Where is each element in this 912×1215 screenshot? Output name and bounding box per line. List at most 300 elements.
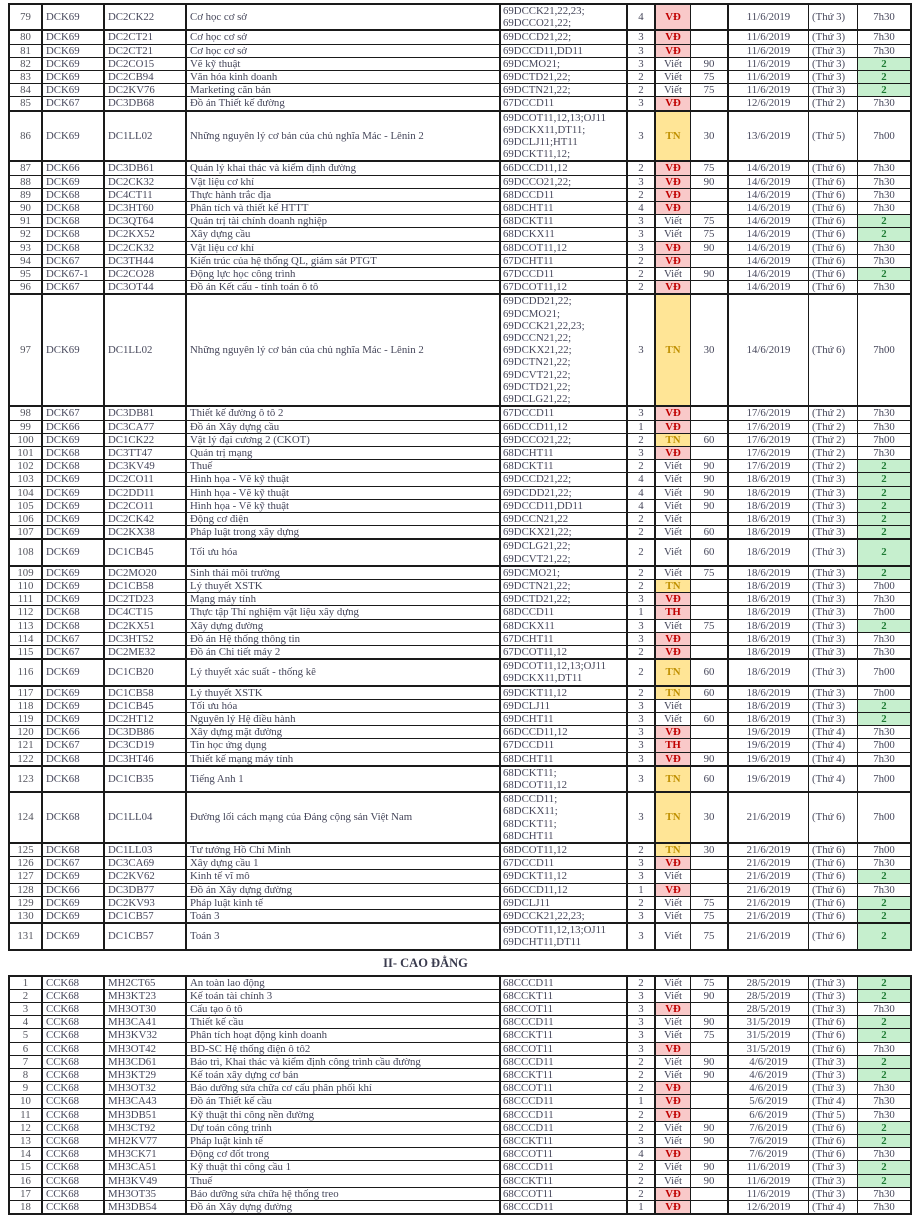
class-groups-cell xyxy=(500,739,627,752)
class-group-line: 68DCKT11; xyxy=(503,817,557,830)
course-code-cell: DC2CO28 xyxy=(104,268,186,281)
credits-cell: 2 xyxy=(627,686,655,700)
class-groups-cell xyxy=(500,228,627,241)
class-groups-cell xyxy=(500,1108,627,1121)
stt-cell: 118 xyxy=(9,699,42,712)
course-name-cell: Cơ học cơ sở xyxy=(186,44,500,57)
exam-date-cell: 12/6/2019 xyxy=(728,1201,809,1215)
time-cell: 2 xyxy=(858,1029,912,1042)
credits-cell: 3 xyxy=(627,870,655,883)
table-row xyxy=(9,1174,911,1187)
table-row xyxy=(9,632,911,645)
class-groups-cell xyxy=(500,659,627,685)
course-code-cell: DC2DD11 xyxy=(104,486,186,499)
class-cell: DCK69 xyxy=(42,659,104,685)
duration-cell: 75 xyxy=(691,923,729,949)
weekday-cell: (Thứ 3) xyxy=(809,84,858,97)
exam-format-cell: Viết xyxy=(655,989,691,1002)
course-name-cell: Cơ học cơ sở xyxy=(186,4,500,30)
exam-date-cell: 11/6/2019 xyxy=(728,4,809,30)
class-groups-cell xyxy=(500,486,627,499)
stt-cell: 79 xyxy=(9,4,42,30)
stt-cell: 130 xyxy=(9,910,42,924)
course-code-cell: DC2KX52 xyxy=(104,228,186,241)
credits-cell: 2 xyxy=(627,896,655,909)
course-name-cell: Hình họa - Vẽ kỹ thuật xyxy=(186,499,500,512)
exam-format-cell: Viết xyxy=(655,1069,691,1082)
table-row xyxy=(9,726,911,739)
course-code-cell: DC4CT11 xyxy=(104,188,186,201)
course-name-cell: Những nguyên lý cơ bản của chủ nghĩa Mác - Lênin 2 xyxy=(186,111,500,162)
exam-date-cell: 14/6/2019 xyxy=(728,254,809,267)
table-row xyxy=(9,175,911,188)
exam-date-cell: 14/6/2019 xyxy=(728,228,809,241)
class-group-line: 69DCTN21,22; xyxy=(503,84,571,97)
stt-cell: 112 xyxy=(9,606,42,619)
stt-cell: 14 xyxy=(9,1148,42,1161)
class-groups-cell xyxy=(500,1069,627,1082)
class-cell: DCK69 xyxy=(42,499,104,512)
duration-cell xyxy=(691,870,729,883)
class-cell: CCK68 xyxy=(42,1095,104,1108)
table-row xyxy=(9,619,911,632)
class-group-line: 67DCCD11 xyxy=(503,97,555,110)
exam-date-cell: 13/6/2019 xyxy=(728,111,809,162)
class-groups-cell xyxy=(500,111,627,162)
class-cell: DCK69 xyxy=(42,44,104,57)
class-group-line: 68CCCD11 xyxy=(503,1161,554,1174)
exam-format-cell: VĐ xyxy=(655,254,691,267)
class-cell: CCK68 xyxy=(42,1121,104,1134)
exam-format-cell: VĐ xyxy=(655,188,691,201)
weekday-cell: (Thứ 3) xyxy=(809,71,858,84)
class-cell: CCK68 xyxy=(42,1135,104,1148)
weekday-cell: (Thứ 3) xyxy=(809,632,858,645)
credits-cell: 3 xyxy=(627,726,655,739)
exam-format-cell: TN xyxy=(655,843,691,857)
exam-date-cell: 17/6/2019 xyxy=(728,446,809,459)
stt-cell: 108 xyxy=(9,539,42,565)
credits-cell: 3 xyxy=(627,766,655,792)
weekday-cell: (Thứ 3) xyxy=(809,619,858,632)
course-code-cell: MH3CA43 xyxy=(104,1095,186,1108)
course-name-cell: BD-SC Hệ thống điện ô tô2 xyxy=(186,1042,500,1055)
exam-format-cell: VĐ xyxy=(655,1003,691,1016)
class-cell: DCK69 xyxy=(42,433,104,446)
class-groups-cell xyxy=(500,539,627,565)
course-name-cell: Marketing căn bản xyxy=(186,84,500,97)
course-name-cell: Đồ án Hệ thống thông tin xyxy=(186,632,500,645)
stt-cell: 104 xyxy=(9,486,42,499)
stt-cell: 11 xyxy=(9,1108,42,1121)
time-cell: 7h30 xyxy=(858,857,912,870)
course-code-cell: DC2KX38 xyxy=(104,526,186,540)
class-cell: CCK68 xyxy=(42,1029,104,1042)
class-groups-cell xyxy=(500,1148,627,1161)
table-row xyxy=(9,1095,911,1108)
course-name-cell: Bảo trì, Khai thác và kiểm định công trình cầu đường xyxy=(186,1055,500,1068)
course-code-cell: DC3HT60 xyxy=(104,202,186,215)
class-group-line: 68DCKT11; xyxy=(503,766,557,779)
stt-cell: 93 xyxy=(9,241,42,254)
duration-cell: 60 xyxy=(691,712,729,725)
class-groups-cell xyxy=(500,579,627,592)
time-cell: 7h30 xyxy=(858,406,912,420)
duration-cell: 90 xyxy=(691,1016,729,1029)
stt-cell: 121 xyxy=(9,739,42,752)
exam-date-cell: 14/6/2019 xyxy=(728,188,809,201)
class-group-line: 69DCCD21,22; xyxy=(503,473,572,486)
course-code-cell: DC1CK22 xyxy=(104,433,186,446)
time-cell: 2 xyxy=(858,71,912,84)
weekday-cell: (Thứ 2) xyxy=(809,460,858,473)
stt-cell: 100 xyxy=(9,433,42,446)
stt-cell: 87 xyxy=(9,161,42,175)
class-group-line: 69DCHT11,DT11 xyxy=(503,936,582,949)
exam-date-cell: 28/5/2019 xyxy=(728,1003,809,1016)
course-name-cell: Kỹ thuật thi công cầu 1 xyxy=(186,1161,500,1174)
course-code-cell: DC3TT47 xyxy=(104,446,186,459)
class-group-line: 69DCCO21,22; xyxy=(503,433,572,446)
course-code-cell: DC1LL02 xyxy=(104,111,186,162)
course-code-cell: DC1LL04 xyxy=(104,792,186,843)
exam-date-cell: 18/6/2019 xyxy=(728,473,809,486)
table-row xyxy=(9,989,911,1002)
table-row xyxy=(9,1069,911,1082)
course-code-cell: DC2KX51 xyxy=(104,619,186,632)
class-group-line: 69DCCD21,22; xyxy=(503,31,572,44)
table-row xyxy=(9,499,911,512)
weekday-cell: (Thứ 3) xyxy=(809,1003,858,1016)
stt-cell: 101 xyxy=(9,446,42,459)
class-group-line: 68CCCD11 xyxy=(503,1016,554,1029)
exam-schedule-table-cao-dang xyxy=(8,975,912,1215)
time-cell: 2 xyxy=(858,1055,912,1068)
course-name-cell: Hình họa - Vẽ kỹ thuật xyxy=(186,486,500,499)
credits-cell: 2 xyxy=(627,268,655,281)
exam-format-cell: VĐ xyxy=(655,1082,691,1095)
course-code-cell: MH3OT35 xyxy=(104,1187,186,1200)
exam-format-cell: VĐ xyxy=(655,406,691,420)
course-code-cell: DC1CB20 xyxy=(104,659,186,685)
table-row xyxy=(9,593,911,606)
exam-format-cell: Viết xyxy=(655,228,691,241)
stt-cell: 122 xyxy=(9,752,42,766)
class-cell: DCK69 xyxy=(42,473,104,486)
exam-format-cell: VĐ xyxy=(655,241,691,254)
course-code-cell: DC1CB35 xyxy=(104,766,186,792)
credits-cell: 2 xyxy=(627,843,655,857)
class-groups-cell xyxy=(500,1055,627,1068)
course-name-cell: Vật liệu cơ khí xyxy=(186,241,500,254)
class-cell: CCK68 xyxy=(42,1003,104,1016)
stt-cell: 12 xyxy=(9,1121,42,1134)
class-cell: DCK69 xyxy=(42,57,104,70)
time-cell: 2 xyxy=(858,460,912,473)
stt-cell: 86 xyxy=(9,111,42,162)
course-code-cell: DC2ME32 xyxy=(104,645,186,659)
section-header-cao-dang: II- CAO ĐẲNG xyxy=(383,955,468,970)
class-groups-cell xyxy=(500,792,627,843)
table-row xyxy=(9,111,911,162)
exam-date-cell: 7/6/2019 xyxy=(728,1135,809,1148)
time-cell: 2 xyxy=(858,923,912,949)
course-code-cell: DC3CD19 xyxy=(104,739,186,752)
exam-format-cell: Viết xyxy=(655,619,691,632)
duration-cell: 60 xyxy=(691,433,729,446)
class-cell: DCK68 xyxy=(42,460,104,473)
course-code-cell: DC1CB57 xyxy=(104,923,186,949)
exam-format-cell: VĐ xyxy=(655,645,691,659)
weekday-cell: (Thứ 4) xyxy=(809,766,858,792)
exam-format-cell: TN xyxy=(655,792,691,843)
table-row xyxy=(9,606,911,619)
exam-date-cell: 31/5/2019 xyxy=(728,1016,809,1029)
exam-date-cell: 21/6/2019 xyxy=(728,843,809,857)
weekday-cell: (Thứ 6) xyxy=(809,1029,858,1042)
credits-cell: 3 xyxy=(627,30,655,44)
class-cell: DCK68 xyxy=(42,202,104,215)
course-code-cell: MH3KV32 xyxy=(104,1029,186,1042)
exam-format-cell: TN xyxy=(655,111,691,162)
table-row xyxy=(9,1055,911,1068)
course-name-cell: Tối ưu hóa xyxy=(186,699,500,712)
class-group-line: 66DCCD11,12 xyxy=(503,883,568,896)
class-group-line: 69DCTD21,22; xyxy=(503,71,571,84)
weekday-cell: (Thứ 6) xyxy=(809,241,858,254)
stt-cell: 127 xyxy=(9,870,42,883)
credits-cell: 3 xyxy=(627,792,655,843)
class-cell: DCK68 xyxy=(42,792,104,843)
duration-cell: 75 xyxy=(691,71,729,84)
exam-format-cell: Viết xyxy=(655,473,691,486)
class-group-line: 67DCHT11 xyxy=(503,632,554,645)
exam-date-cell: 14/6/2019 xyxy=(728,281,809,295)
class-cell: CCK68 xyxy=(42,976,104,990)
course-name-cell: Thiết kế cầu xyxy=(186,1016,500,1029)
exam-date-cell: 19/6/2019 xyxy=(728,752,809,766)
class-group-line: 69DCCN21,22 xyxy=(503,512,569,525)
credits-cell: 3 xyxy=(627,632,655,645)
exam-format-cell: VĐ xyxy=(655,202,691,215)
course-code-cell: DC2MO20 xyxy=(104,566,186,580)
exam-format-cell: Viết xyxy=(655,57,691,70)
class-group-line: 68DCHT11 xyxy=(503,446,554,459)
course-name-cell: Pháp luật trong xây dựng xyxy=(186,526,500,540)
class-cell: DCK69 xyxy=(42,923,104,949)
course-name-cell: Kế toán xây dựng cơ bản xyxy=(186,1069,500,1082)
class-groups-cell xyxy=(500,446,627,459)
course-name-cell: Xây dựng mặt đường xyxy=(186,726,500,739)
time-cell: 7h30 xyxy=(858,1042,912,1055)
duration-cell xyxy=(691,1148,729,1161)
class-cell: DCK68 xyxy=(42,241,104,254)
duration-cell xyxy=(691,254,729,267)
course-name-cell: Toán 3 xyxy=(186,910,500,924)
duration-cell xyxy=(691,593,729,606)
class-group-line: 69DCLJ11 xyxy=(503,699,550,712)
time-cell: 7h30 xyxy=(858,161,912,175)
duration-cell xyxy=(691,699,729,712)
exam-format-cell: VĐ xyxy=(655,1187,691,1200)
class-group-line: 68DCHT11 xyxy=(503,829,554,842)
stt-cell: 103 xyxy=(9,473,42,486)
credits-cell: 2 xyxy=(627,161,655,175)
weekday-cell: (Thứ 3) xyxy=(809,539,858,565)
class-groups-cell xyxy=(500,1161,627,1174)
class-group-line: 69DCMO21; xyxy=(503,57,560,70)
weekday-cell: (Thứ 3) xyxy=(809,4,858,30)
exam-date-cell: 21/6/2019 xyxy=(728,923,809,949)
course-code-cell: DC1LL03 xyxy=(104,843,186,857)
class-groups-cell xyxy=(500,752,627,766)
class-groups-cell xyxy=(500,188,627,201)
duration-cell: 75 xyxy=(691,161,729,175)
weekday-cell: (Thứ 3) xyxy=(809,1055,858,1068)
class-group-line: 67DCCD11 xyxy=(503,268,555,281)
weekday-cell: (Thứ 6) xyxy=(809,228,858,241)
credits-cell: 2 xyxy=(627,84,655,97)
course-name-cell: Động cơ điện xyxy=(186,512,500,525)
stt-cell: 88 xyxy=(9,175,42,188)
exam-format-cell: Viết xyxy=(655,1174,691,1187)
exam-format-cell: Viết xyxy=(655,499,691,512)
time-cell: 2 xyxy=(858,566,912,580)
class-group-line: 68DCKX11 xyxy=(503,619,555,632)
class-cell: DCK68 xyxy=(42,619,104,632)
exam-format-cell: TN xyxy=(655,294,691,406)
table-row xyxy=(9,281,911,295)
table-row xyxy=(9,241,911,254)
credits-cell: 1 xyxy=(627,883,655,896)
exam-date-cell: 11/6/2019 xyxy=(728,30,809,44)
exam-date-cell: 21/6/2019 xyxy=(728,910,809,924)
course-code-cell: DC2KV76 xyxy=(104,84,186,97)
exam-date-cell: 18/6/2019 xyxy=(728,645,809,659)
class-groups-cell xyxy=(500,870,627,883)
stt-cell: 82 xyxy=(9,57,42,70)
credits-cell: 2 xyxy=(627,254,655,267)
class-group-line: 68CCCD11 xyxy=(503,1095,554,1108)
stt-cell: 113 xyxy=(9,619,42,632)
credits-cell: 2 xyxy=(627,1055,655,1068)
exam-format-cell: Viết xyxy=(655,923,691,949)
exam-format-cell: VĐ xyxy=(655,1108,691,1121)
credits-cell: 3 xyxy=(627,1003,655,1016)
table-row xyxy=(9,1148,911,1161)
class-groups-cell xyxy=(500,4,627,30)
table-row xyxy=(9,883,911,896)
exam-format-cell: VĐ xyxy=(655,175,691,188)
duration-cell xyxy=(691,645,729,659)
class-group-line: 68CCOT11 xyxy=(503,1082,553,1095)
table-row xyxy=(9,473,911,486)
class-groups-cell xyxy=(500,1042,627,1055)
class-group-line: 67DCCD11 xyxy=(503,407,555,420)
time-cell: 7h00 xyxy=(858,579,912,592)
class-cell: DCK68 xyxy=(42,215,104,228)
table-row xyxy=(9,910,911,924)
duration-cell xyxy=(691,739,729,752)
exam-date-cell: 18/6/2019 xyxy=(728,579,809,592)
class-groups-cell xyxy=(500,460,627,473)
table-row xyxy=(9,1201,911,1215)
class-cell: DCK68 xyxy=(42,843,104,857)
weekday-cell: (Thứ 6) xyxy=(809,254,858,267)
class-group-line: 68CCOT11 xyxy=(503,1187,553,1200)
table-row xyxy=(9,228,911,241)
stt-cell: 107 xyxy=(9,526,42,540)
duration-cell: 75 xyxy=(691,896,729,909)
duration-cell: 60 xyxy=(691,659,729,685)
duration-cell: 30 xyxy=(691,843,729,857)
credits-cell: 2 xyxy=(627,579,655,592)
course-code-cell: DC2KV62 xyxy=(104,870,186,883)
table-row xyxy=(9,57,911,70)
weekday-cell: (Thứ 3) xyxy=(809,1174,858,1187)
exam-date-cell: 19/6/2019 xyxy=(728,726,809,739)
class-group-line: 68CCOT11 xyxy=(503,1148,553,1161)
weekday-cell: (Thứ 6) xyxy=(809,896,858,909)
exam-date-cell: 4/6/2019 xyxy=(728,1069,809,1082)
weekday-cell: (Thứ 3) xyxy=(809,699,858,712)
class-group-line: 68DCKT11 xyxy=(503,460,554,473)
course-code-cell: DC1CB45 xyxy=(104,539,186,565)
exam-date-cell: 28/5/2019 xyxy=(728,989,809,1002)
class-groups-cell xyxy=(500,1187,627,1200)
duration-cell: 90 xyxy=(691,1055,729,1068)
stt-cell: 94 xyxy=(9,254,42,267)
course-code-cell: MH2CT65 xyxy=(104,976,186,990)
duration-cell xyxy=(691,420,729,433)
class-groups-cell xyxy=(500,71,627,84)
course-name-cell: Thiết kế mạng máy tính xyxy=(186,752,500,766)
course-name-cell: Thực tập Thí nghiệm vật liệu xây dựng xyxy=(186,606,500,619)
table-row xyxy=(9,406,911,420)
time-cell: 7h00 xyxy=(858,606,912,619)
exam-date-cell: 4/6/2019 xyxy=(728,1082,809,1095)
class-groups-cell xyxy=(500,632,627,645)
class-cell: CCK68 xyxy=(42,1187,104,1200)
course-code-cell: DC2CK32 xyxy=(104,175,186,188)
time-cell: 7h30 xyxy=(858,241,912,254)
class-groups-cell xyxy=(500,1174,627,1187)
class-group-line: 69DCCK21,22,23; xyxy=(503,910,585,923)
exam-date-cell: 18/6/2019 xyxy=(728,606,809,619)
exam-date-cell: 31/5/2019 xyxy=(728,1042,809,1055)
table-row xyxy=(9,1161,911,1174)
time-cell: 7h30 xyxy=(858,593,912,606)
credits-cell: 3 xyxy=(627,175,655,188)
course-code-cell: DC2KV93 xyxy=(104,896,186,909)
class-cell: DCK68 xyxy=(42,606,104,619)
class-groups-cell xyxy=(500,281,627,295)
course-name-cell: Pháp luật kinh tế xyxy=(186,896,500,909)
table-row xyxy=(9,446,911,459)
course-code-cell: DC2HT12 xyxy=(104,712,186,725)
weekday-cell: (Thứ 6) xyxy=(809,857,858,870)
course-name-cell: Động lực học công trình xyxy=(186,268,500,281)
class-group-line: 68DCCD11; xyxy=(503,793,558,806)
weekday-cell: (Thứ 6) xyxy=(809,294,858,406)
table-row xyxy=(9,712,911,725)
duration-cell xyxy=(691,1042,729,1055)
duration-cell: 90 xyxy=(691,57,729,70)
stt-cell: 2 xyxy=(9,989,42,1002)
time-cell: 7h30 xyxy=(858,254,912,267)
credits-cell: 3 xyxy=(627,1029,655,1042)
exam-date-cell: 18/6/2019 xyxy=(728,526,809,540)
